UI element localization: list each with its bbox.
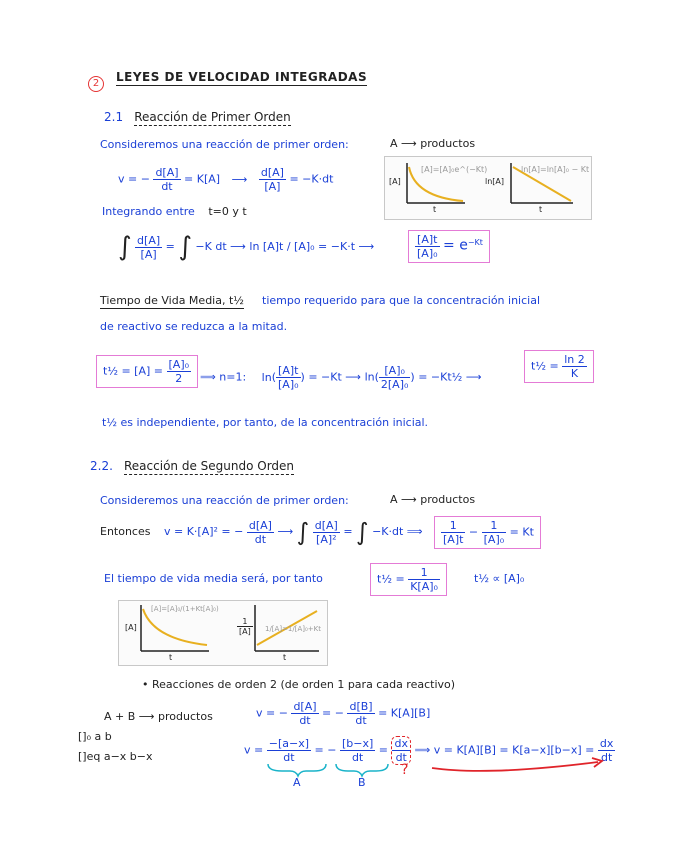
half-life-text-2: El tiempo de vida media será, por tanto (104, 572, 323, 585)
rate-equation-x: v = $\frac{-[a-x]}{dt}$ = − $\frac{[b-x]}{dt}$ = $\frac{dx}{dt}$ ⟹ v = K[A][B] = K[a−x][b−x] = $\frac{dx}{dt}$ (244, 737, 614, 764)
integral-equation: ∫ $\frac{d[A]}{[A]}$ = ∫ −K dt ⟶ ln [A]t / [A]₀ = −K·t ⟶ (118, 232, 375, 262)
half-life-box-2: t½ = $\frac{1}{\text{K[A]₀}}$ (370, 563, 447, 596)
graphs-first-order (384, 156, 592, 220)
propto-text: t½ ∝ [A]₀ (474, 572, 525, 585)
equilibrium-row: []eq a−x b−x (78, 750, 153, 763)
subsection-2-1-title: Reacción de Primer Orden (134, 110, 291, 124)
graph4-xlabel: t (283, 653, 287, 662)
half-life-def-2: de reactivo se reduzca a la mitad. (100, 320, 288, 333)
half-life-box: t½ = [A] = $\frac{\text{[A]₀}}{2}$ (96, 355, 198, 388)
graphs-second-order (118, 600, 328, 666)
graph2-ylabel: ln[A] (485, 177, 505, 186)
brace-label-a: A (293, 776, 301, 789)
half-life-result-box: t½ = $\frac{\ln 2}{K}$ (524, 350, 594, 383)
rate-equation-ab: v = − $\frac{d[A]}{dt}$ = − $\frac{d[B]}{dt}$ = K[A][B] (256, 700, 431, 727)
graph4-note: 1/[A]=1/[A]₀+Kt (265, 625, 321, 633)
graph3-ylabel: [A] (125, 623, 137, 632)
half-life-def-1: tiempo requerido para que la concentración inicial (262, 294, 541, 307)
half-life-derivation: ⟹ n=1: ln( $\frac{[A]t}{\text{[A]₀}}$ ) = −Kt ⟶ ln( $\frac{\text{[A]₀}}{\text{2[A]₀}}$ ) = −Kt½ ⟶ (200, 364, 482, 391)
rate-equation: v = − $\frac{d[A]}{dt}$ = K[A] ⟶ $\frac{d[A]}{[A]}$ = −K·dt (118, 166, 334, 193)
graph3-xlabel: t (169, 653, 173, 662)
initial-row: []₀ a b (78, 730, 112, 743)
reaction-ab: A + B ⟶ productos (104, 710, 213, 723)
independence-text: t½ es independiente, por tanto, de la concentración inicial. (102, 416, 429, 429)
graph3-note: [A]=[A]₀/(1+Kt[A]₀) (151, 605, 219, 613)
graph2-note: ln[A]=ln[A]₀ − Kt (521, 165, 590, 174)
intro-text-2: Consideremos una reacción de primer orden: (100, 494, 349, 507)
reaction-text: A ⟶ productos (390, 137, 476, 150)
graph1-xlabel: t (433, 205, 437, 214)
graph1-ylabel: [A] (389, 177, 401, 186)
subsection-2-2: 2.2. Reacción de Segundo Orden (90, 459, 295, 473)
intro-text: Consideremos una reacción de primer orden: (100, 138, 349, 151)
red-arrow (428, 750, 614, 778)
subsection-2-2-title: Reacción de Segundo Orden (124, 459, 295, 473)
question-mark: ? (401, 762, 409, 778)
integrating-text: Integrando entre t=0 y t (102, 205, 247, 218)
underbraces (264, 762, 394, 778)
graph2-xlabel: t (539, 205, 543, 214)
reaction-text-2: A ⟶ productos (390, 493, 476, 506)
subsection-2-1: 2.1 Reacción de Primer Orden (104, 110, 291, 124)
section-number: 2 (88, 71, 104, 92)
bullet-text: • Reacciones de orden 2 (de orden 1 para cada reactivo) (142, 678, 456, 691)
section-title: LEYES DE VELOCIDAD INTEGRADAS (116, 70, 368, 84)
graph1-note: [A]=[A]₀e^(−Kt) (421, 165, 488, 174)
half-life-title: Tiempo de Vida Media, t½ (100, 294, 244, 307)
graph4-ylabel: $\frac{1}{[A]}$ (239, 617, 251, 636)
second-order-equation: Entonces v = K·[A]² = − $\frac{d[A]}{dt}$ ⟶ ∫ $\frac{d[A]}{\text{[A]²}}$ = ∫ −K·dt ⟹ (100, 518, 423, 546)
second-order-result-box: $\frac{1}{[A]t}$ − $\frac{1}{\text{[A]₀}}$ = Kt (434, 516, 541, 549)
brace-label-b: B (358, 776, 366, 789)
first-order-result-box: $\frac{[A]t}{\text{[A]₀}}$ = $e^{-Kt}$ (408, 230, 490, 263)
